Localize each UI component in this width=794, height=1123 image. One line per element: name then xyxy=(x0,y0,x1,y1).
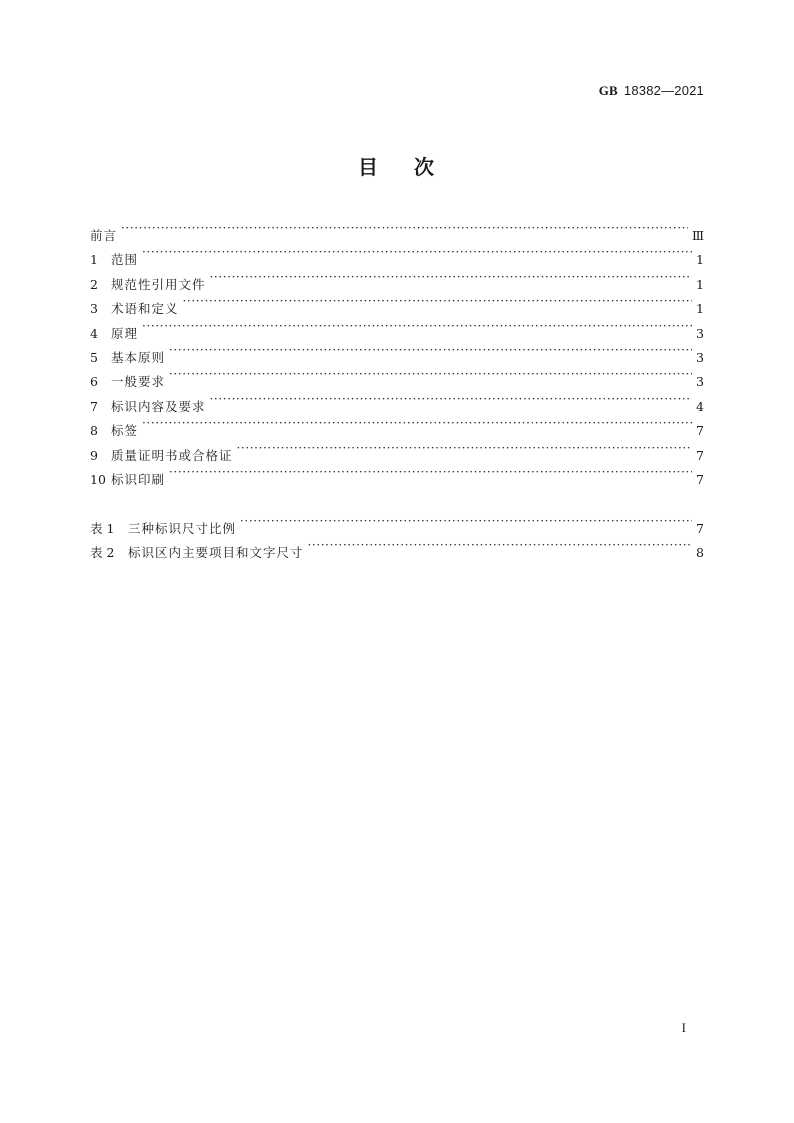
toc-table-number: 表 1 xyxy=(90,521,115,536)
toc-number: 4 xyxy=(90,325,98,341)
page-number: I xyxy=(681,1020,686,1035)
toc-label: 基本原则 xyxy=(111,349,166,365)
toc-entry-5[interactable] xyxy=(90,338,704,365)
toc-label: 前言 xyxy=(90,228,118,243)
toc-leader-dots xyxy=(183,289,692,313)
toc-entry-4[interactable] xyxy=(90,314,704,341)
toc-leader-dots xyxy=(142,240,692,264)
toc-number: 10 xyxy=(90,471,106,487)
toc-entry-8[interactable] xyxy=(90,411,704,439)
toc-leader-dots xyxy=(308,533,692,557)
toc-entry-9[interactable] xyxy=(90,436,704,463)
toc-entry-preface[interactable] xyxy=(90,216,704,243)
toc-leader-dots xyxy=(237,436,692,460)
toc-label: 术语和定义 xyxy=(111,301,179,317)
toc-leader-dots xyxy=(169,460,692,484)
toc-page: 1 xyxy=(696,276,704,292)
toc-page: 1 xyxy=(696,252,704,268)
toc-leader-dots xyxy=(142,314,692,338)
standard-number: 18382—2021 xyxy=(623,83,704,98)
toc-label: 质量证明书或合格证 xyxy=(111,447,233,463)
toc-number: 8 xyxy=(90,423,98,439)
toc-leader-dots xyxy=(121,216,688,240)
toc-page: 7 xyxy=(696,423,704,439)
toc-number: 5 xyxy=(90,349,98,365)
toc-number: 3 xyxy=(90,301,98,317)
title-char-1: 目 xyxy=(358,155,380,179)
toc-label: 三种标识尺寸比例 xyxy=(128,521,237,536)
toc-tables-list xyxy=(90,509,704,561)
standard-code xyxy=(599,83,704,99)
page-title xyxy=(0,151,794,180)
toc-page: 1 xyxy=(696,301,704,317)
toc-page: 7 xyxy=(696,521,704,536)
toc-entry-6[interactable] xyxy=(90,362,704,390)
toc-page: 3 xyxy=(696,325,704,341)
toc-entry-7[interactable] xyxy=(90,387,704,414)
toc-entry-3[interactable] xyxy=(90,289,704,317)
toc-page: 3 xyxy=(696,374,704,390)
toc-leader-dots xyxy=(210,387,692,411)
toc-leader-dots xyxy=(240,509,692,533)
toc-page: Ⅲ xyxy=(691,228,704,243)
toc-label: 标识内容及要求 xyxy=(111,398,206,414)
toc-label: 一般要求 xyxy=(111,374,166,390)
toc-number: 6 xyxy=(90,374,98,390)
toc-page: 7 xyxy=(696,447,704,463)
toc-number: 2 xyxy=(90,276,98,292)
toc-page: 4 xyxy=(696,398,704,414)
toc-entry-2[interactable] xyxy=(90,265,704,292)
toc-page: 7 xyxy=(696,471,704,487)
toc-page: 3 xyxy=(696,349,704,365)
toc-number: 7 xyxy=(90,398,98,414)
toc-label: 标签 xyxy=(111,423,139,439)
toc-label: 标识印刷 xyxy=(111,471,166,487)
toc-leader-dots xyxy=(169,362,692,386)
toc-label: 标识区内主要项目和文字尺寸 xyxy=(128,545,304,561)
toc-entry-10[interactable] xyxy=(90,460,704,487)
toc-label: 规范性引用文件 xyxy=(111,276,206,292)
toc-table-number: 表 2 xyxy=(90,545,115,561)
title-char-2: 次 xyxy=(414,155,436,179)
toc-table-entry-1[interactable] xyxy=(90,509,704,536)
toc-entry-1[interactable] xyxy=(90,240,704,268)
toc-page: 8 xyxy=(696,545,704,561)
standard-prefix: GB xyxy=(598,83,618,98)
toc-number: 1 xyxy=(90,252,98,268)
toc-main-list xyxy=(90,216,704,487)
toc-label: 范围 xyxy=(111,252,139,268)
toc-leader-dots xyxy=(142,411,692,435)
toc-leader-dots xyxy=(210,265,692,289)
toc-leader-dots xyxy=(169,338,692,362)
toc-number: 9 xyxy=(90,447,98,463)
toc-label: 原理 xyxy=(111,325,139,341)
